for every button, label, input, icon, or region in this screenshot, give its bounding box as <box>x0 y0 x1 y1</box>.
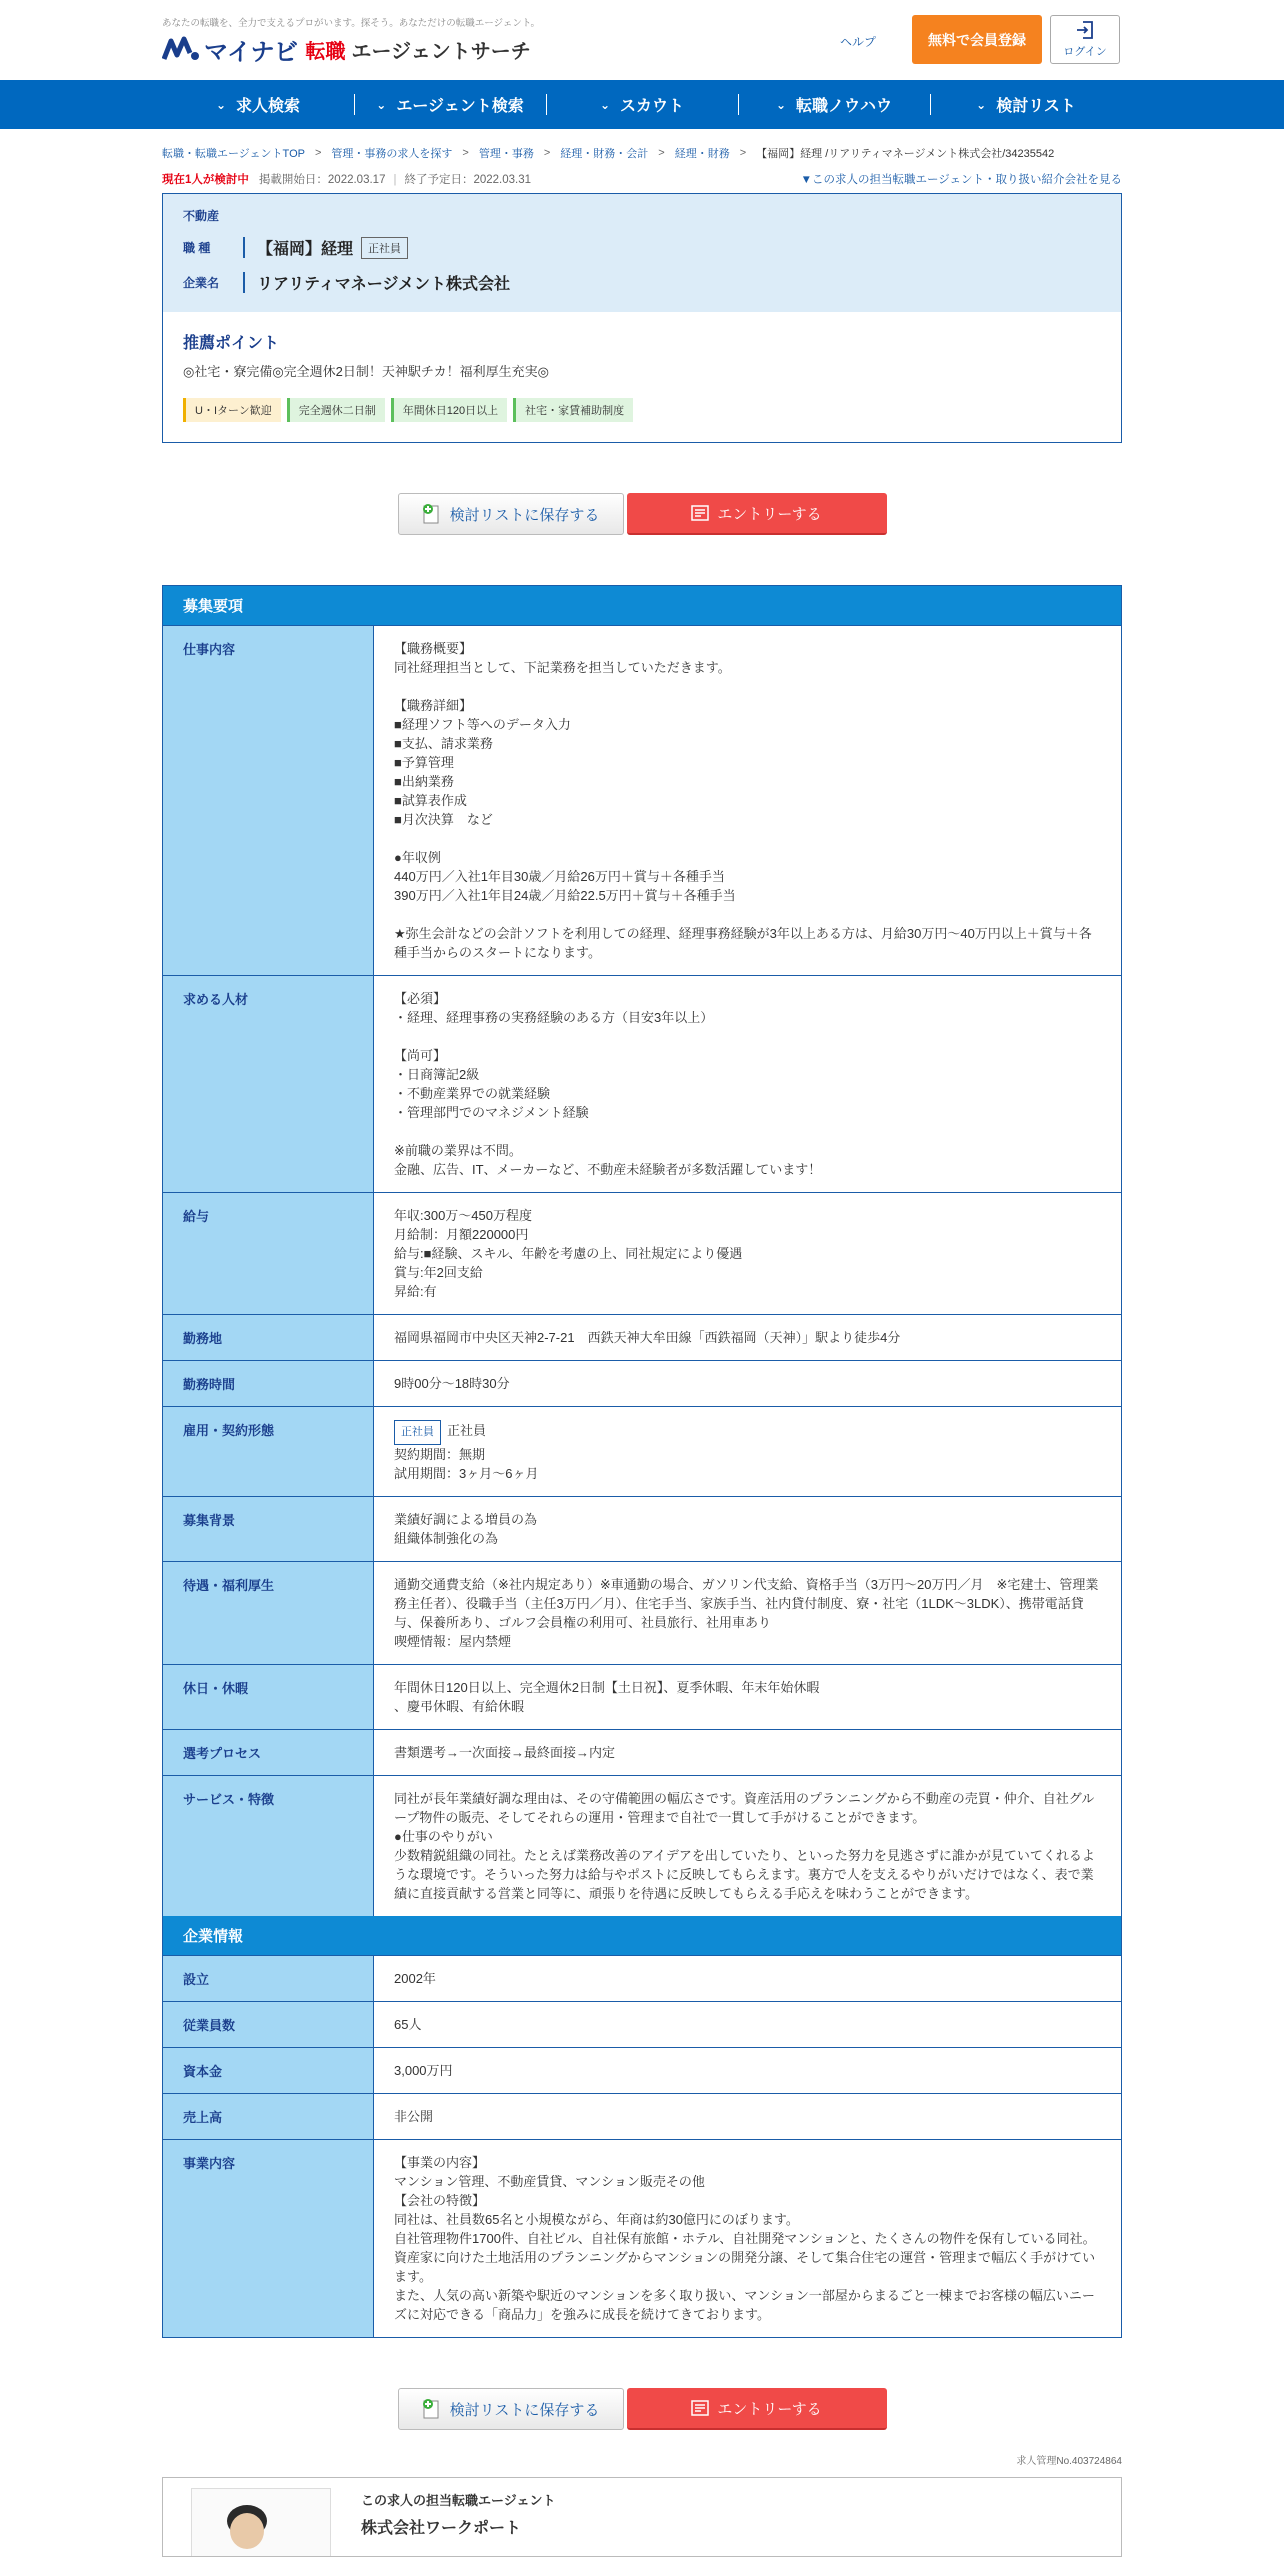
action-buttons-bottom <box>162 2388 1122 2430</box>
company-row <box>183 271 1101 294</box>
employment-tag: 正社員 <box>394 1420 441 1445</box>
main-content <box>162 143 1122 2557</box>
agent-photo <box>191 2488 331 2557</box>
agent-avatar-icon <box>192 2489 331 2557</box>
add-document-icon <box>422 503 442 525</box>
feature-tag: 年間休日120日以上 <box>391 398 507 422</box>
divider: | <box>393 174 397 186</box>
entry-label: エントリーする <box>717 2400 822 2418</box>
action-buttons-top <box>162 493 1122 535</box>
breadcrumb-item[interactable]: 経理・財務・会計 <box>560 148 649 160</box>
detail-row <box>163 2139 1121 2337</box>
detail-row <box>163 2093 1121 2139</box>
employment-type-line <box>394 1420 1101 1445</box>
login-label: ログイン <box>1063 46 1107 58</box>
detail-row-value <box>374 2048 1121 2093</box>
recommend-heading: 推薦ポイント <box>183 335 280 352</box>
feature-tag: 社宅・家賃補助制度 <box>513 398 633 422</box>
chevron-down-icon: ⌄ <box>599 97 611 112</box>
viewing-count: 現在1人が検討中 <box>162 174 249 186</box>
detail-row-value <box>374 1776 1121 1916</box>
detail-row-value <box>374 1665 1121 1729</box>
employment-type-text: 正社員 <box>447 1423 487 1438</box>
login-icon <box>1075 20 1095 40</box>
entry-form-icon <box>691 2400 709 2416</box>
tagline: あなたの転職を、全力で支えるプロがいます。探そう。あなただけの転職エージェント。 <box>162 18 541 29</box>
agent-info <box>361 2490 555 2538</box>
company-rows <box>163 1955 1121 2337</box>
nav-label: 検討リスト <box>996 98 1076 115</box>
detail-row-text: 2002年 <box>394 1971 436 1986</box>
detail-row-text: 【必須】 ・経理、経理事務の実務経験のある方（目安3年以上） 【尚可】 ・日商簿記2級 ・不動産業界での就業経験 ・管理部門でのマネジメント経験 ※前職の業界は不問。 金融、広告、IT、メーカーなど、不動産未経験者が多数活躍しています！ <box>394 991 822 1177</box>
detail-row <box>163 2047 1121 2093</box>
detail-row-text: 年収:300万～450万程度 月給制：月額220000円 給与:■経験、スキル、年齢を考慮の上、同社規定により優遇 賞与:年2回支給 昇給:有 <box>394 1208 743 1299</box>
agent-box <box>162 2477 1122 2557</box>
detail-row-text: 65人 <box>394 2017 422 2032</box>
feature-tag: 完全週休二日制 <box>287 398 385 422</box>
detail-row <box>163 1775 1121 1916</box>
end-date: 終了予定日：2022.03.31 <box>404 174 532 186</box>
detail-row-text: 福岡県福岡市中央区天神2-7-21 西鉄天神大牟田線「西鉄福岡（天神）」駅より徒歩4分 <box>394 1330 901 1345</box>
detail-row-label: 給与 <box>163 1193 374 1314</box>
detail-row-text: 【職務概要】 同社経理担当として、下記業務を担当していただきます。 【職務詳細】 ■経理ソフト等へのデータ入力 ■支払、請求業務 ■予算管理 ■出納業務 ■試算表作成 ■月次決算 など ●年収例 440万円／入社1年目30歳／月給26万円＋賞与＋各種手当 390万円／入社1年目24歳／月給22.5万円＋賞与＋各種手当 ★弥生会計などの会計ソフトを利用しての経理、経理事務経験が3年以上ある方は、月給30万円～40万円以上＋賞与＋各種手当からのスタートになります。 <box>394 641 1092 960</box>
detail-row-value <box>374 1315 1121 1360</box>
job-summary-card <box>162 193 1122 443</box>
feature-tags <box>183 398 1101 422</box>
detail-row-label: 選考プロセス <box>163 1730 374 1775</box>
save-label: 検討リストに保存する <box>449 2401 600 2419</box>
detail-row-value <box>374 1730 1121 1775</box>
breadcrumb-separator: > <box>739 147 747 159</box>
entry-label: エントリーする <box>717 505 822 523</box>
detail-row-text: 同社が長年業績好調な理由は、その守備範囲の幅広さです。資産活用のプランニングから不動産の売買・仲介、自社グループ物件の販売、そしてそれらの運用・管理まで自社で一貫して手がけることができます。 ●仕事のやりがい 少数精鋭組織の同社。たとえば業務改善のアイデアを出していたり、といった努力を見逃さずに誰かが見ていてくれるような環境です。そういった努力は給与やポストに反映してもらえます。裏方で人を支えるやりがいだけではなく、表で業績に直接貢献する営業と同等に、頑張りを待遇に反映してもらえる手応えを味わうことができます。 <box>394 1791 1095 1901</box>
detail-row-label: 求める人材 <box>163 976 374 1192</box>
detail-row-label: 資本金 <box>163 2048 374 2093</box>
breadcrumb-item[interactable]: 管理・事務 <box>478 148 534 160</box>
detail-row-text: 3,000万円 <box>394 2063 453 2078</box>
nav-consider-list[interactable] <box>930 80 1122 129</box>
detail-row-text: 年間休日120日以上、完全週休2日制【土日祝】、夏季休暇、年末年始休暇 、慶弔休暇、有給休暇 <box>394 1680 820 1714</box>
detail-row-label: 設立 <box>163 1956 374 2001</box>
detail-row-value <box>374 1193 1121 1314</box>
company-heading: 企業情報 <box>163 1916 1121 1955</box>
add-document-icon <box>422 2398 442 2420</box>
chevron-down-icon: ⌄ <box>976 97 987 112</box>
job-type-row <box>183 236 1101 259</box>
save-to-list-button[interactable] <box>398 493 624 535</box>
employment-tag: 正社員 <box>361 237 408 259</box>
company-label: 企業名 <box>183 272 245 293</box>
nav-label: 転職ノウハウ <box>796 98 893 115</box>
detail-row-label: 勤務時間 <box>163 1361 374 1406</box>
company-name: リアリティマネージメント株式会社 <box>257 276 510 293</box>
detail-row <box>163 1360 1121 1406</box>
agent-company[interactable]: 株式会社ワークポート <box>361 2520 522 2537</box>
agent-link[interactable]: ▼この求人の担当転職エージェント・取り扱い紹介会社を見る <box>800 174 1122 186</box>
detail-row-label: 仕事内容 <box>163 626 374 975</box>
entry-button[interactable] <box>627 493 887 535</box>
job-type-value: 【福岡】経理 <box>257 241 354 258</box>
breadcrumb-separator: > <box>462 147 469 159</box>
save-label: 検討リストに保存する <box>449 506 600 524</box>
breadcrumb-item[interactable]: 管理・事務の求人を探す <box>331 148 453 160</box>
entry-form-icon <box>691 505 709 521</box>
breadcrumb <box>162 143 1122 163</box>
nav-scout[interactable] <box>546 80 738 129</box>
recruit-heading: 募集要項 <box>163 586 1121 625</box>
detail-row <box>163 1192 1121 1314</box>
job-number: 求人管理No.403724864 <box>1016 2456 1122 2467</box>
detail-row <box>163 975 1121 1192</box>
breadcrumb-current: 【福岡】経理 /リアリティマネージメント株式会社/34235542 <box>756 148 1055 160</box>
detail-row-value <box>374 1956 1121 2001</box>
feature-tag: U・Iターン歓迎 <box>183 398 281 422</box>
detail-row <box>163 1729 1121 1775</box>
detail-row-text: 書類選考→一次面接→最終面接→内定 <box>394 1745 616 1760</box>
detail-row-value <box>374 2140 1121 2337</box>
detail-row-value <box>374 1562 1121 1664</box>
recruit-rows <box>163 625 1121 1916</box>
detail-row-label: 勤務地 <box>163 1315 374 1360</box>
logo-text-tenshoku: 転職 <box>305 40 346 63</box>
detail-row-text: 【事業の内容】 マンション管理、不動産賃貸、マンション販売その他 【会社の特徴】 同社は、社員数65名と小規模ながら、年商は約30億円にのぼります。 自社管理物件1700件、自社ビル、自社保有旅館・ホテル、自社開発マンションと、たくさんの物件を保有している同社。資産家に向けた土地活用のプランニングからマンションの開発分譲、そして集合住宅の運営・管理まで幅広く手がけています。 また、人気の高い新築や駅近のマンションを多く取り扱い、マンション一部屋からまるごと一棟までお客様の幅広いニーズに対応できる「商品力」を強みに成長を続けてきております。 <box>394 2155 1096 2322</box>
nav-label: エージェント検索 <box>396 98 524 115</box>
global-nav <box>0 80 1284 129</box>
nav-knowhow[interactable] <box>738 80 930 129</box>
detail-row <box>163 1561 1121 1664</box>
detail-row-value <box>374 1497 1121 1561</box>
posting-dates <box>259 171 531 187</box>
start-date: 掲載開始日：2022.03.17 <box>258 174 386 186</box>
detail-row-text: 非公開 <box>394 2109 434 2124</box>
status-row <box>162 168 1122 190</box>
logo-text-sub: エージェントサーチ <box>351 40 531 63</box>
site-logo[interactable] <box>162 34 531 64</box>
detail-row-value <box>374 1407 1121 1496</box>
detail-row-label: 募集背景 <box>163 1497 374 1561</box>
detail-row-label: 待遇・福利厚生 <box>163 1562 374 1664</box>
detail-row-text: 9時00分～18時30分 <box>394 1376 510 1391</box>
detail-row <box>163 1314 1121 1360</box>
detail-row-label: 休日・休暇 <box>163 1665 374 1729</box>
logo-mark-icon <box>162 35 202 63</box>
nav-job-search[interactable] <box>162 80 354 129</box>
recommend-section <box>163 312 1121 442</box>
nav-label: 求人検索 <box>236 98 301 115</box>
detail-row-text: 業績好調による増員の為 組織体制強化の為 <box>394 1512 538 1546</box>
job-details-table <box>162 585 1122 2338</box>
industry-label: 不動産 <box>183 209 220 223</box>
detail-row-value <box>374 2002 1121 2047</box>
breadcrumb-separator: > <box>314 147 322 159</box>
detail-row-text: 通勤交通費支給（※社内規定あり）※車通勤の場合、ガソリン代支給、資格手当（3万円～20万円／月 ※宅建士、管理業務主任者）、役職手当（主任3万円／月）、住宅手当、家族手当、社内貸付制度、寮・社宅（1LDK～3LDK）、携帯電話貸与、保養所あり、ゴルフ会員権の利用可、社員旅行、社用車あり 喫煙情報：屋内禁煙 <box>394 1577 1099 1649</box>
breadcrumb-separator: > <box>543 147 551 159</box>
chevron-down-icon: ⌄ <box>376 97 387 112</box>
entry-button[interactable] <box>627 2388 887 2430</box>
nav-label: スカウト <box>620 98 685 115</box>
detail-row <box>163 1664 1121 1729</box>
detail-row-label: 事業内容 <box>163 2140 374 2337</box>
breadcrumb-item[interactable]: 経理・財務 <box>674 148 730 160</box>
job-type-label: 職 種 <box>183 237 245 258</box>
breadcrumb-separator: > <box>658 147 665 159</box>
register-button[interactable]: 無料で会員登録 <box>912 15 1042 64</box>
chevron-down-icon: ⌄ <box>215 97 227 112</box>
detail-row <box>163 1955 1121 2001</box>
detail-row-label: サービス・特徴 <box>163 1776 374 1916</box>
detail-row-value <box>374 2094 1121 2139</box>
chevron-down-icon: ⌄ <box>775 97 787 112</box>
recommend-text: ◎社宅・寮完備◎完全週休2日制！天神駅チカ！福利厚生充実◎ <box>183 364 550 379</box>
nav-agent-search[interactable] <box>354 80 546 129</box>
logo-text-main: マイナビ <box>204 38 298 66</box>
save-to-list-button[interactable] <box>398 2388 624 2430</box>
detail-row <box>163 2001 1121 2047</box>
detail-row-value <box>374 1361 1121 1406</box>
help-link[interactable]: ヘルプ <box>840 35 877 49</box>
job-summary-top <box>163 194 1121 312</box>
login-button[interactable] <box>1050 15 1120 64</box>
detail-row-value <box>374 976 1121 1192</box>
agent-label: この求人の担当転職エージェント <box>361 2493 556 2508</box>
detail-row-label: 売上高 <box>163 2094 374 2139</box>
detail-row <box>163 625 1121 975</box>
detail-row-label: 雇用・契約形態 <box>163 1407 374 1496</box>
site-header <box>162 0 1122 80</box>
detail-row-value <box>374 626 1121 975</box>
detail-row <box>163 1496 1121 1561</box>
detail-row-label: 従業員数 <box>163 2002 374 2047</box>
detail-row <box>163 1406 1121 1496</box>
detail-row-text: 契約期間：無期 試用期間：3ヶ月～6ヶ月 <box>394 1447 539 1481</box>
breadcrumb-item[interactable]: 転職・転職エージェントTOP <box>162 148 305 160</box>
